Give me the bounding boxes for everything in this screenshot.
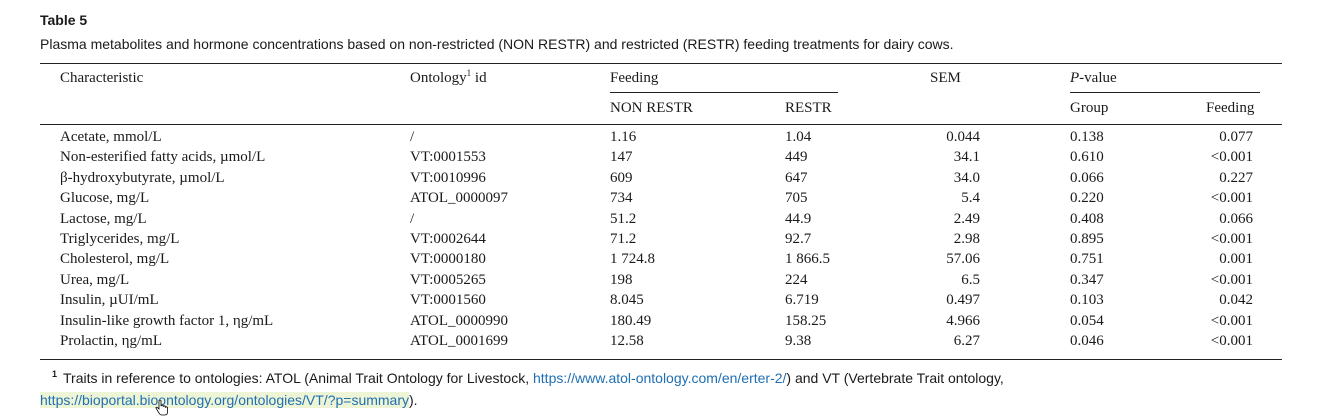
cell-non-restr: 609	[610, 169, 633, 186]
cell-p-feeding: <0.001	[1210, 271, 1253, 288]
cell-characteristic: Triglycerides, mg/L	[60, 230, 180, 247]
cell-non-restr: 71.2	[610, 230, 637, 247]
cell-characteristic: Urea, mg/L	[60, 271, 130, 288]
cell-restr: 44.9	[785, 210, 812, 227]
header-ontology	[410, 70, 487, 87]
table-row	[0, 189, 1343, 209]
table-row	[0, 148, 1343, 168]
cell-restr: 647	[785, 169, 808, 186]
cell-non-restr: 734	[610, 190, 633, 207]
header-feeding-p: Feeding	[1206, 100, 1255, 116]
cell-characteristic: Prolactin, ηg/mL	[60, 332, 162, 349]
header-ontology-suffix: id	[471, 70, 487, 86]
cell-non-restr: 8.045	[610, 292, 644, 309]
cell-p-group: 0.046	[1070, 332, 1104, 349]
table-row	[0, 230, 1343, 250]
cell-ontology: ATOL_0000097	[410, 190, 509, 207]
table-bottom-rule	[40, 359, 1282, 360]
cell-p-group: 0.138	[1070, 129, 1104, 145]
cell-characteristic: Lactose, mg/L	[60, 210, 147, 227]
cell-sem: 6.27	[953, 332, 980, 349]
cell-sem: 6.5	[961, 271, 980, 288]
cell-p-feeding: 0.066	[1219, 210, 1253, 227]
cell-p-feeding: <0.001	[1210, 332, 1253, 349]
footnote-mark: 1	[52, 369, 58, 380]
cell-p-feeding: 0.227	[1219, 169, 1253, 186]
cell-restr: 705	[785, 190, 808, 207]
table-label: Table 5	[40, 12, 88, 28]
cell-characteristic: Cholesterol, mg/L	[60, 251, 170, 268]
table-row	[0, 128, 1343, 148]
bioportal-link[interactable]: https://bioportal.bioontology.org/ontologies/VT/?p=summary	[40, 392, 410, 408]
cell-restr: 92.7	[785, 230, 812, 247]
feeding-subrule	[610, 92, 838, 93]
cell-non-restr: 12.58	[610, 332, 644, 349]
cell-ontology: VT:0001553	[410, 149, 486, 166]
footnote-text-middle: ) and VT (Vertebrate Trait ontology,	[786, 370, 1004, 386]
cell-characteristic: Insulin, µUI/mL	[60, 292, 159, 309]
cell-p-feeding: 0.001	[1219, 251, 1253, 268]
header-restr: RESTR	[785, 100, 832, 116]
footnote-text-after: ).	[409, 392, 418, 408]
table-caption: Plasma metabolites and hormone concentrations based on non-restricted (NON RESTR) and restricted (RESTR) feeding treatments for dairy cows.	[40, 36, 954, 52]
header-ontology-label: Ontology	[410, 70, 467, 86]
cell-ontology: VT:0001560	[410, 292, 486, 309]
header-group: Group	[1070, 100, 1109, 116]
table-row	[0, 332, 1343, 352]
table-row	[0, 210, 1343, 230]
cell-ontology: VT:0002644	[410, 230, 486, 247]
cell-p-feeding: <0.001	[1210, 190, 1253, 207]
cell-sem: 4.966	[946, 312, 980, 329]
header-non-restr: NON RESTR	[610, 100, 693, 116]
cell-restr: 9.38	[785, 332, 812, 349]
header-sem: SEM	[930, 70, 961, 86]
hand-pointer-icon	[155, 400, 169, 419]
cell-restr: 6.719	[785, 292, 819, 309]
cell-ontology: ATOL_0000990	[410, 312, 509, 329]
header-p-rest: -value	[1079, 70, 1117, 86]
cell-p-group: 0.895	[1070, 230, 1104, 247]
cell-p-group: 0.751	[1070, 251, 1104, 268]
cell-ontology: VT:0000180	[410, 251, 486, 268]
cell-sem: 5.4	[961, 190, 980, 207]
cell-restr: 449	[785, 149, 808, 166]
atol-link[interactable]: https://www.atol-ontology.com/en/erter-2/	[533, 370, 787, 386]
cell-non-restr: 1.16	[610, 129, 637, 145]
cell-p-group: 0.220	[1070, 190, 1104, 207]
header-feeding: Feeding	[610, 70, 659, 86]
cell-p-group: 0.066	[1070, 169, 1104, 186]
cell-non-restr: 1 724.8	[610, 251, 655, 268]
cell-non-restr: 180.49	[610, 312, 652, 329]
cell-non-restr: 147	[610, 149, 633, 166]
cell-p-feeding: <0.001	[1210, 230, 1253, 247]
cell-characteristic: Non-esterified fatty acids, µmol/L	[60, 149, 266, 166]
cell-non-restr: 51.2	[610, 210, 637, 227]
table-top-rule	[40, 63, 1282, 64]
p-value-subrule	[1070, 92, 1260, 93]
cell-characteristic: Acetate, mmol/L	[60, 129, 162, 145]
cell-p-group: 0.610	[1070, 149, 1104, 166]
cell-sem: 34.1	[953, 149, 980, 166]
cell-characteristic: Insulin-like growth factor 1, ηg/mL	[60, 312, 274, 329]
footnote-text-before: Traits in reference to ontologies: ATOL (Animal Trait Ontology for Livestock,	[63, 370, 533, 386]
header-characteristic: Characteristic	[60, 70, 144, 86]
cell-restr: 158.25	[785, 312, 827, 329]
cell-p-group: 0.103	[1070, 292, 1104, 309]
table-row	[0, 291, 1343, 311]
cell-sem: 57.06	[946, 251, 980, 268]
table-row	[0, 250, 1343, 270]
table-footnote	[40, 367, 1285, 411]
cell-p-feeding: <0.001	[1210, 312, 1253, 329]
cell-ontology: /	[410, 210, 415, 227]
cell-p-group: 0.347	[1070, 271, 1104, 288]
table-row	[0, 271, 1343, 291]
cell-sem: 2.49	[953, 210, 980, 227]
cell-ontology: ATOL_0001699	[410, 332, 509, 349]
cell-restr: 1.04	[785, 129, 812, 145]
cell-p-feeding: 0.042	[1219, 292, 1253, 309]
cell-ontology: VT:0010996	[410, 169, 486, 186]
cell-sem: 0.497	[946, 292, 980, 309]
table-row	[0, 312, 1343, 332]
cell-ontology: VT:0005265	[410, 271, 486, 288]
table-header-rule	[40, 124, 1282, 125]
cell-restr: 1 866.5	[785, 251, 830, 268]
cell-p-group: 0.054	[1070, 312, 1104, 329]
cell-sem: 0.044	[946, 129, 980, 145]
cell-p-feeding: <0.001	[1210, 149, 1253, 166]
header-p-value	[1070, 70, 1117, 87]
cell-restr: 224	[785, 271, 808, 288]
cell-sem: 34.0	[953, 169, 980, 186]
cell-non-restr: 198	[610, 271, 633, 288]
cell-characteristic: Glucose, mg/L	[60, 190, 150, 207]
cell-sem: 2.98	[953, 230, 980, 247]
header-ontology-footnote-ref[interactable]: 1	[466, 68, 472, 78]
cell-ontology: /	[410, 129, 415, 145]
table-row	[0, 169, 1343, 189]
cell-p-feeding: 0.077	[1219, 129, 1253, 145]
cell-characteristic: β-hydroxybutyrate, µmol/L	[60, 169, 225, 186]
table-body	[0, 128, 1343, 352]
header-p-italic: P	[1070, 70, 1080, 86]
cell-p-group: 0.408	[1070, 210, 1104, 227]
